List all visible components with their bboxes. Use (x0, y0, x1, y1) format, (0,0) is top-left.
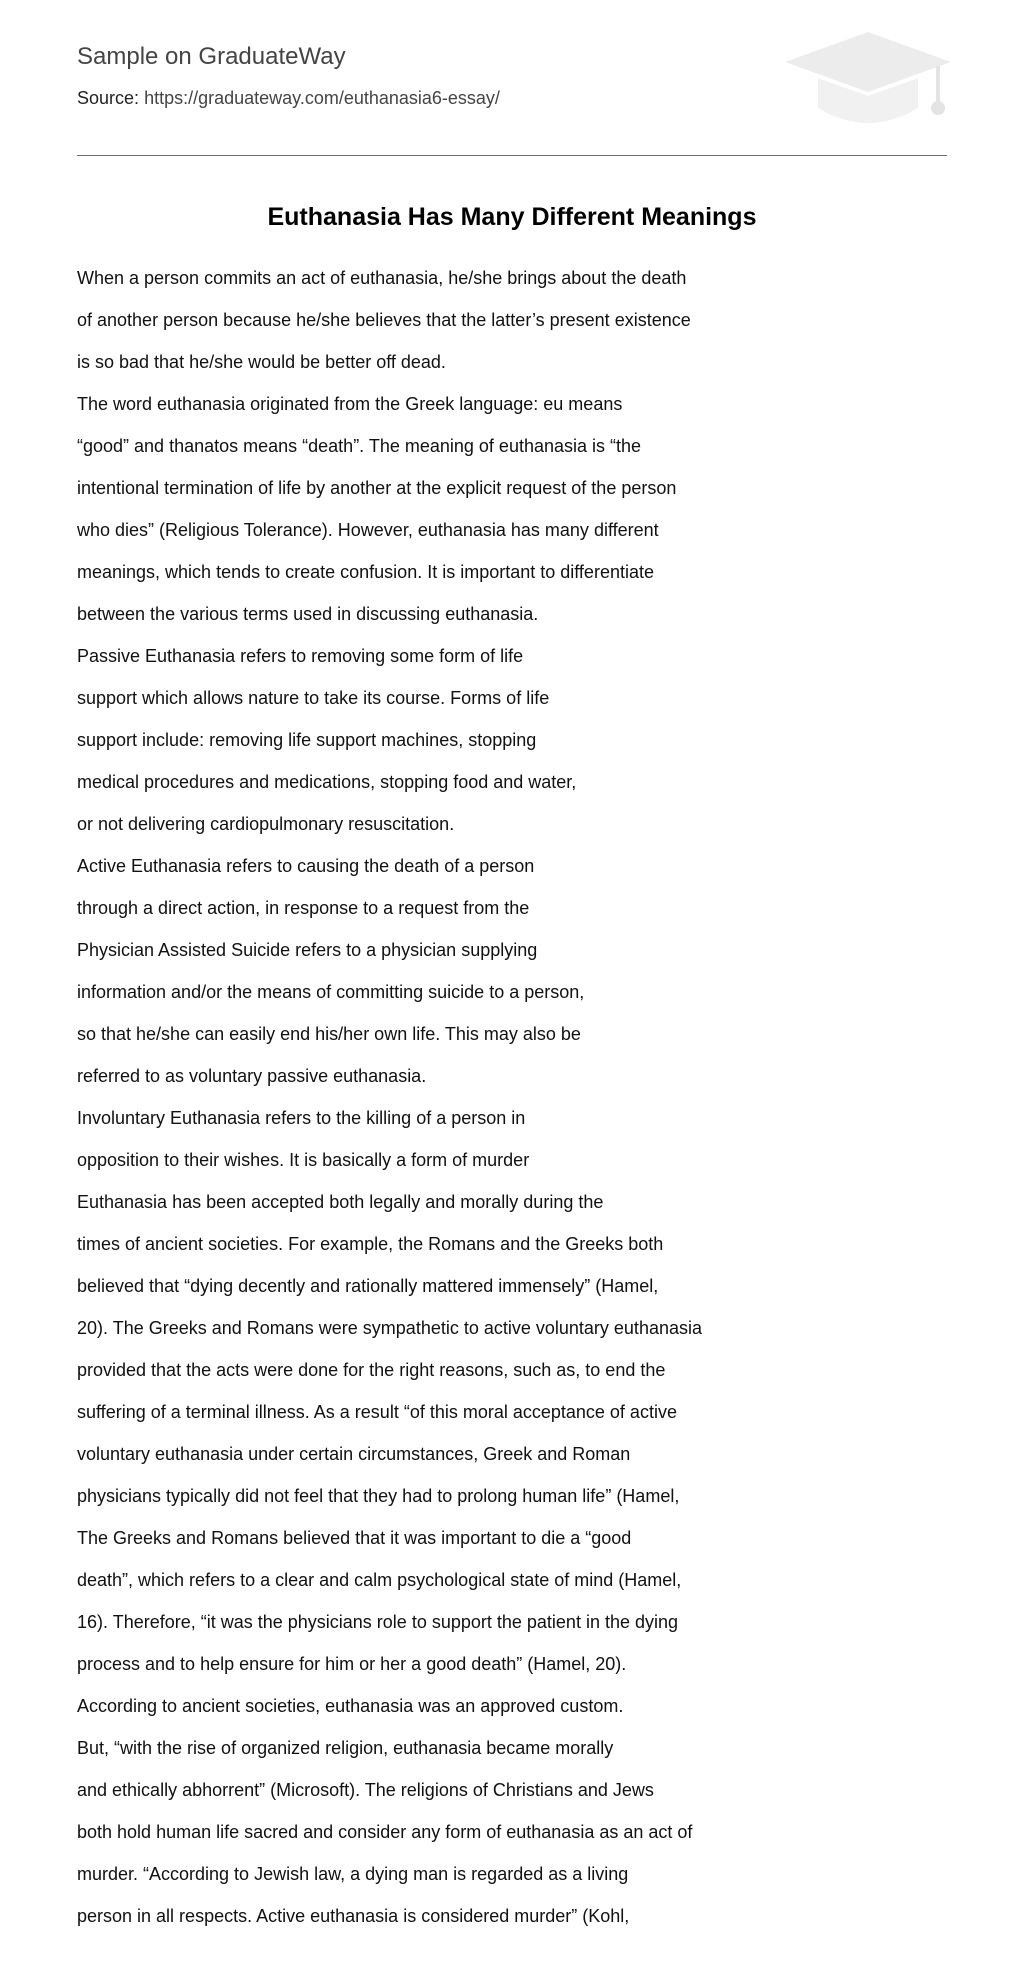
essay-line: times of ancient societies. For example, the Romans and the Greeks both (77, 1234, 664, 1254)
essay-body (77, 265, 797, 1945)
essay-line: The word euthanasia originated from the Greek language: eu means (77, 394, 623, 414)
essay-line: Active Euthanasia refers to causing the death of a person (77, 856, 535, 876)
essay-line: According to ancient societies, euthanasia was an approved custom. (77, 1696, 624, 1716)
essay-line: intentional termination of life by another at the explicit request of the person (77, 478, 677, 498)
essay-line: The Greeks and Romans believed that it was important to die a “good (77, 1528, 632, 1548)
essay-line: Euthanasia has been accepted both legally and morally during the (77, 1192, 604, 1212)
essay-line: Involuntary Euthanasia refers to the killing of a person in (77, 1108, 526, 1128)
essay-line: so that he/she can easily end his/her own life. This may also be (77, 1024, 581, 1044)
essay-title: Euthanasia Has Many Different Meanings (267, 203, 757, 231)
essay-line: support include: removing life support machines, stopping (77, 730, 537, 750)
page-header (77, 40, 947, 156)
essay-line: meanings, which tends to create confusion. It is important to differentiate (77, 562, 654, 582)
essay-line: suffering of a terminal illness. As a result “of this moral acceptance of active (77, 1402, 677, 1422)
essay-line: is so bad that he/she would be better off dead. (77, 352, 446, 372)
essay-line: believed that “dying decently and rationally mattered immensely” (Hamel, (77, 1276, 659, 1296)
site-title: Sample on GraduateWay (77, 43, 346, 70)
essay-line: information and/or the means of committing suicide to a person, (77, 982, 585, 1002)
source-link[interactable]: https://graduateway.com/euthanasia6-essay/ (144, 88, 500, 108)
essay-line: process and to help ensure for him or her a good death” (Hamel, 20). (77, 1654, 627, 1674)
essay-line: medical procedures and medications, stopping food and water, (77, 772, 577, 792)
essay-line: or not delivering cardiopulmonary resuscitation. (77, 814, 455, 834)
essay-line: referred to as voluntary passive euthanasia. (77, 1066, 427, 1086)
essay-line: 16). Therefore, “it was the physicians role to support the patient in the dying (77, 1612, 679, 1632)
essay-line: and ethically abhorrent” (Microsoft). The religions of Christians and Jews (77, 1780, 654, 1800)
essay-line: physicians typically did not feel that they had to prolong human life” (Hamel, (77, 1486, 680, 1506)
essay-line: of another person because he/she believes that the latter’s present existence (77, 310, 691, 330)
essay-line: who dies” (Religious Tolerance). However, euthanasia has many different (77, 520, 659, 540)
essay-line: death”, which refers to a clear and calm psychological state of mind (Hamel, (77, 1570, 682, 1590)
essay-line: between the various terms used in discussing euthanasia. (77, 604, 539, 624)
essay-line: When a person commits an act of euthanasia, he/she brings about the death (77, 268, 687, 288)
essay-line: opposition to their wishes. It is basically a form of murder (77, 1150, 530, 1170)
essay-line: 20). The Greeks and Romans were sympathetic to active voluntary euthanasia (77, 1318, 702, 1338)
essay-line: Physician Assisted Suicide refers to a physician supplying (77, 940, 538, 960)
essay-line: murder. “According to Jewish law, a dying man is regarded as a living (77, 1864, 629, 1884)
essay-line: both hold human life sacred and consider any form of euthanasia as an act of (77, 1822, 693, 1842)
essay-line: But, “with the rise of organized religion, euthanasia became morally (77, 1738, 614, 1758)
essay-line: provided that the acts were done for the right reasons, such as, to end the (77, 1360, 666, 1380)
essay-line: person in all respects. Active euthanasia is considered murder” (Kohl, (77, 1906, 630, 1926)
essay-line: through a direct action, in response to a request from the (77, 898, 530, 918)
essay-line: “good” and thanatos means “death”. The meaning of euthanasia is “the (77, 436, 642, 456)
essay-line: support which allows nature to take its course. Forms of life (77, 688, 550, 708)
source-line (77, 88, 500, 109)
essay-line: Passive Euthanasia refers to removing some form of life (77, 646, 524, 666)
source-label: Source: (77, 88, 140, 108)
essay-line: voluntary euthanasia under certain circumstances, Greek and Roman (77, 1444, 631, 1464)
header-divider (77, 155, 947, 156)
graduation-cap-icon (783, 30, 953, 140)
